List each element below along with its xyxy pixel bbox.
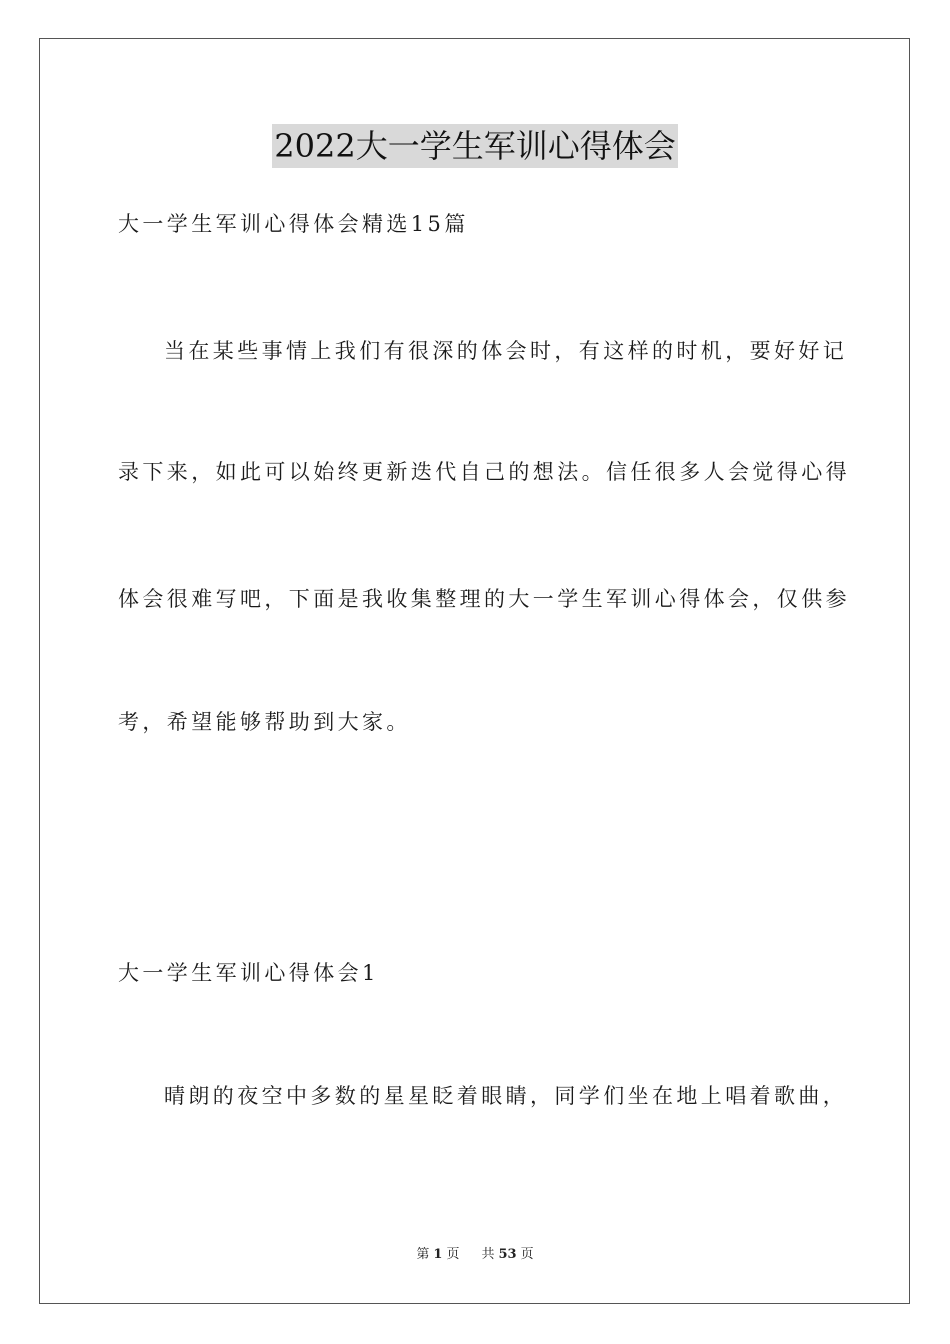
- intro-line-4: 考，希望能够帮助到大家。: [118, 710, 411, 734]
- section-paragraph-line-1: 晴朗的夜空中多数的星星眨着眼睛，同学们坐在地上唱着歌曲，: [164, 1084, 848, 1108]
- section-heading: 大一学生军训心得体会1: [118, 961, 379, 985]
- title-container: [0, 124, 950, 168]
- footer-page-prefix: 第: [416, 1247, 430, 1262]
- intro-line-1: 当在某些事情上我们有很深的体会时，有这样的时机，要好好记: [164, 339, 848, 363]
- intro-line-2: 录下来，如此可以始终更新迭代自己的想法。信任很多人会觉得心得: [118, 460, 850, 484]
- document-subtitle: 大一学生军训心得体会精选15篇: [118, 212, 469, 236]
- page-footer: [0, 1246, 950, 1264]
- footer-total-pages: 53: [498, 1247, 517, 1262]
- footer-page-suffix: 页: [446, 1247, 460, 1262]
- intro-line-3: 体会很难写吧，下面是我收集整理的大一学生军训心得体会，仅供参: [118, 587, 850, 611]
- footer-page-number: 1: [433, 1247, 443, 1262]
- document-title: 2022大一学生军训心得体会: [272, 124, 677, 168]
- footer-total-prefix: 共: [481, 1247, 495, 1262]
- footer-total-suffix: 页: [520, 1247, 534, 1262]
